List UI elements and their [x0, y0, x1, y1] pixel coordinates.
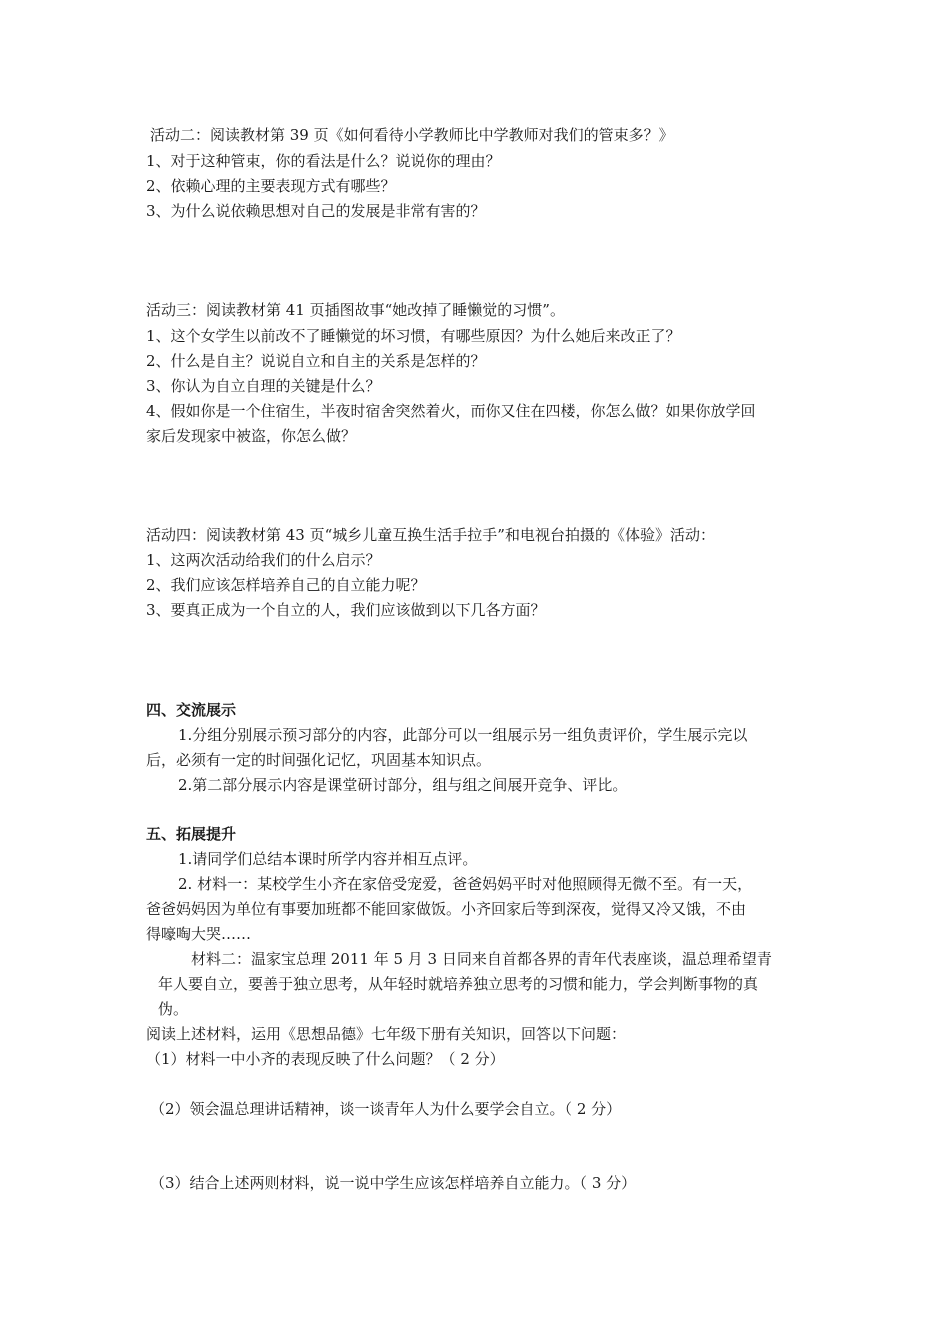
section4-paragraph-1-line2: 后，必须有一定的时间强化记忆，巩固基本知识点。 — [146, 751, 492, 769]
section4-heading: 四、交流展示 — [146, 701, 237, 719]
material1-line1: 2. 材料一：某校学生小齐在家倍受宠爱，爸爸妈妈平时对他照顾得无微不至。有一天， — [178, 875, 753, 893]
material2-line1: 材料二：温家宝总理 2011 年 5 月 3 日同来自首都各界的青年代表座谈，温总理希望青 — [191, 950, 772, 968]
section4-paragraph-1-line1: 1.分组分别展示预习部分的内容，此部分可以一组展示另一组负责评价，学生展示完以 — [178, 726, 748, 744]
activity4-question-1: 1、这两次活动给我们的什么启示？ — [146, 551, 381, 569]
activity3-title: 活动三：阅读教材第 41 页插图故事“她改掉了睡懒觉的习惯”。 — [146, 301, 565, 319]
activity3-question-1: 1、这个女学生以前改不了睡懒觉的坏习惯，有哪些原因？为什么她后来改正了？ — [146, 327, 681, 345]
reading-instruction: 阅读上述材料，运用《思想品德》七年级下册有关知识，回答以下问题： — [146, 1025, 627, 1043]
section4-paragraph-2: 2.第二部分展示内容是课堂研讨部分，组与组之间展开竞争、评比。 — [178, 776, 628, 794]
activity3-question-4-line1: 4、假如你是一个住宿生，半夜时宿舍突然着火，而你又住在四楼，你怎么做？如果你放学回 — [146, 402, 756, 420]
activity4-question-2: 2、我们应该怎样培养自己的自立能力呢？ — [146, 576, 426, 594]
activity3-question-3: 3、你认为自立自理的关键是什么？ — [146, 377, 381, 395]
activity2-question-2: 2、依赖心理的主要表现方式有哪些？ — [146, 177, 396, 195]
activity2-question-1: 1、对于这种管束，你的看法是什么？说说你的理由？ — [146, 152, 501, 170]
activity4-title: 活动四：阅读教材第 43 页“城乡儿童互换生活手拉手”和电视台拍摄的《体验》活动： — [146, 526, 715, 544]
material2-line2: 年人要自立，要善于独立思考，从年轻时就培养独立思考的习惯和能力，学会判断事物的真 — [158, 975, 759, 993]
material1-line3: 得嚎啕大哭…… — [146, 925, 252, 943]
activity3-question-2: 2、什么是自主？说说自立和自主的关系是怎样的？ — [146, 352, 486, 370]
section5-heading: 五、拓展提升 — [146, 825, 237, 843]
section5-paragraph-1: 1.请同学们总结本课时所学内容并相互点评。 — [178, 850, 478, 868]
question-1: （1）材料一中小齐的表现反映了什么问题？（ 2 分） — [146, 1050, 505, 1068]
material1-line2: 爸爸妈妈因为单位有事要加班都不能回家做饭。小齐回家后等到深夜，觉得又冷又饿，不由 — [146, 900, 747, 918]
activity2-title: 活动二：阅读教材第 39 页《如何看待小学教师比中学教师对我们的管束多？》 — [150, 126, 674, 144]
activity3-question-4-line2: 家后发现家中被盗，你怎么做？ — [146, 427, 357, 445]
question-3: （3）结合上述两则材料，说一说中学生应该怎样培养自立能力。（ 3 分） — [150, 1174, 637, 1192]
activity2-question-3: 3、为什么说依赖思想对自己的发展是非常有害的？ — [146, 202, 486, 220]
material2-line3: 伪。 — [158, 1000, 189, 1018]
question-2: （2）领会温总理讲话精神，谈一谈青年人为什么要学会自立。（ 2 分） — [150, 1100, 622, 1118]
activity4-question-3: 3、要真正成为一个自立的人，我们应该做到以下几各方面？ — [146, 601, 546, 619]
